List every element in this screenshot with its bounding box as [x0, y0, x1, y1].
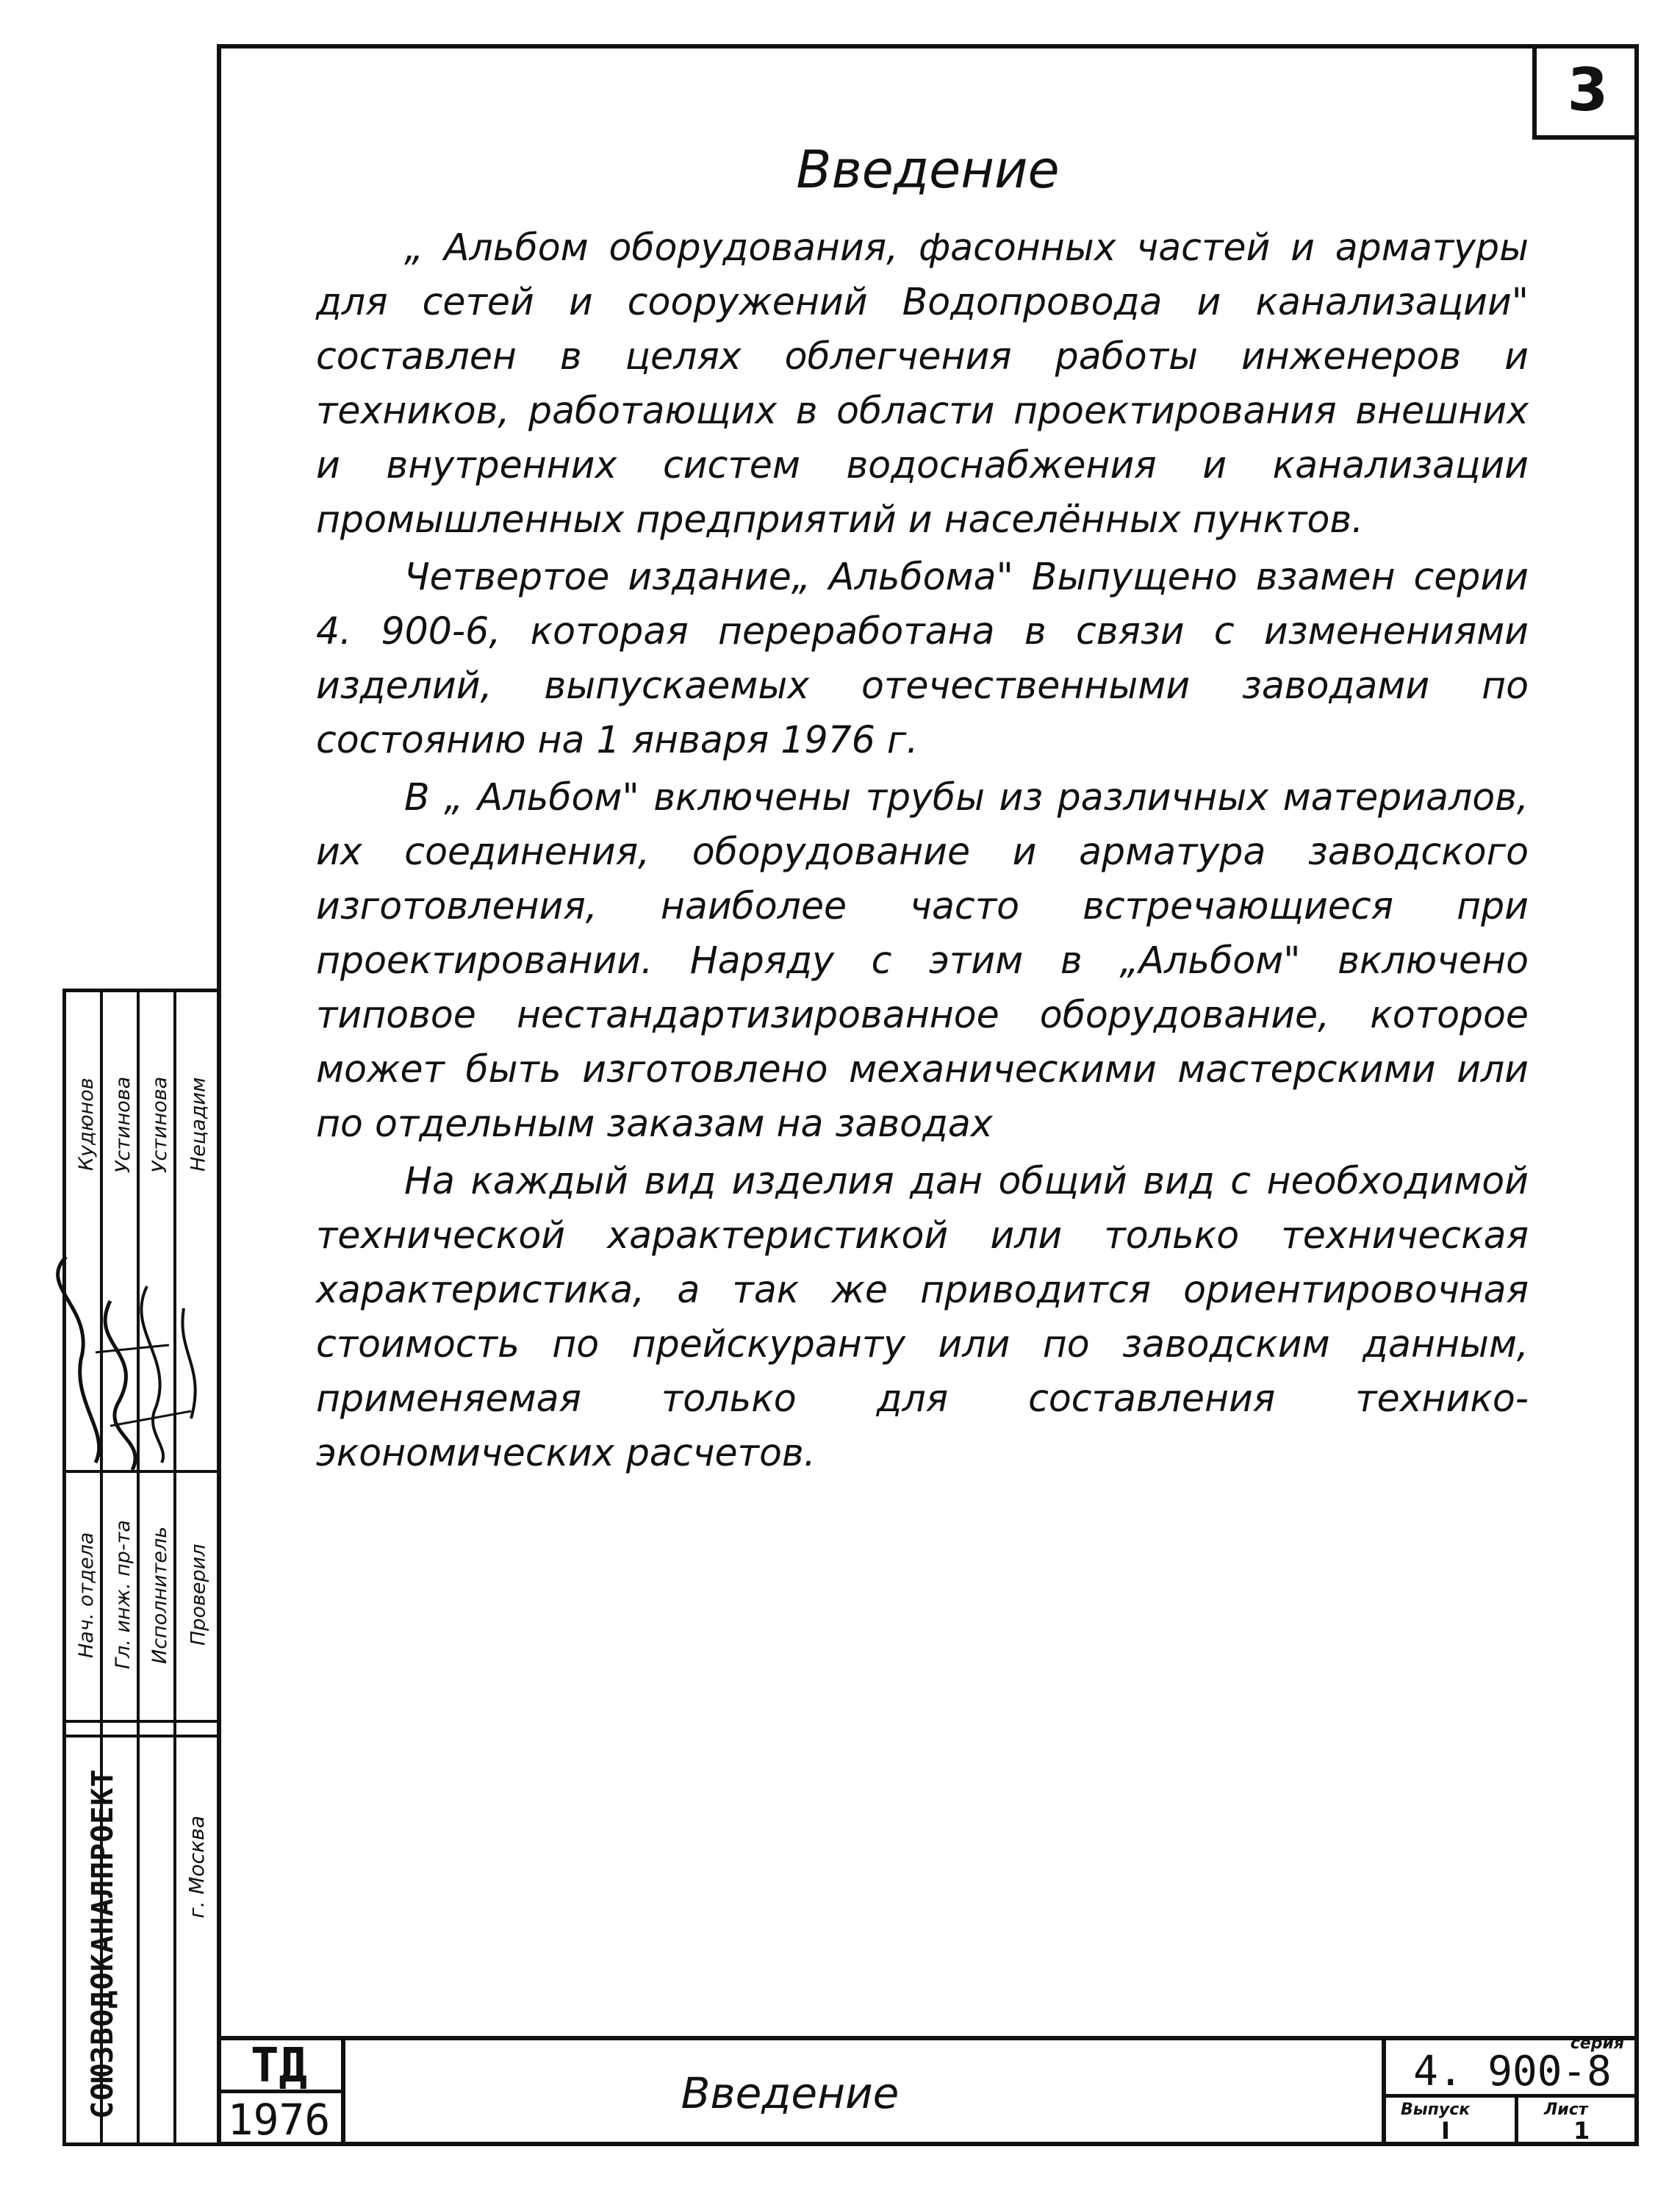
stamp-organization: СОЮЗВОДОКАНАЛПРОЕКТ — [86, 1768, 120, 2120]
stamp-divider — [66, 1735, 176, 1738]
stamp-role-1: Нач. отдела — [75, 1532, 98, 1658]
stamp-name-2: Устинова — [112, 1076, 134, 1173]
issue-label: Выпуск — [1401, 2101, 1471, 2119]
paragraph-3: В „ Альбом" включены трубы из различных материалов, их соединения, оборудование и арматура заводского изготовления, наиболее часто встречающиеся при проектировании. Наряду с этим в „Альбом" включено типовое нестандартизированное оборудование, которое может быть изготовлено механическими мастерскими или по отдельным заказам на заводах — [316, 775, 1529, 1145]
paragraph-4: На каждый вид изделия дан общий вид с необходимой технической характеристикой или только техническая характеристика, а так же приводится ориентировочная стоимость по прейскуранту или по заводским данным, применяемая только для составления технико-экономических расчетов. — [316, 1159, 1529, 1474]
sheet-value: 1 — [1573, 2117, 1590, 2145]
stamp-name-3: Устинова — [148, 1076, 171, 1173]
stamp-city: г. Москва — [184, 1815, 209, 1918]
issue-value: I — [1441, 2117, 1450, 2145]
title-block-name: Введение — [681, 2068, 900, 2118]
paragraph-1: „ Альбом оборудования, фасонных частей и арматуры для сетей и сооружений Водопровода и канализации" составлен в целях облегчения работы инженеров и техников, работающих в области проектирования внешних и внутренних систем водоснабжения и канализации промышленных предприятий и населённых пунктов. — [316, 226, 1529, 541]
title-block-left — [217, 2040, 345, 2146]
signatures — [22, 1242, 228, 1477]
body-text — [316, 220, 1529, 1483]
page-title: Введение — [796, 140, 1060, 200]
sheet-label: Лист — [1544, 2101, 1588, 2119]
document-year: 1976 — [227, 2095, 331, 2145]
series-number: 4. 900-8 — [1386, 2046, 1639, 2098]
sheet-number: 3 — [1532, 44, 1639, 140]
title-block-right — [1382, 2034, 1639, 2146]
stamp-name-4: Нецадим — [187, 1077, 210, 1172]
document-code: ТД — [217, 2040, 341, 2093]
title-block — [217, 2036, 1639, 2146]
stamp-role-4: Проверил — [187, 1543, 210, 1646]
stamp-role-2: Гл. инж. пр-та — [112, 1520, 134, 1670]
approval-stamp — [62, 989, 220, 2146]
paragraph-2: Четвертое издание„ Альбома" Выпущено взамен серии 4. 900-6, которая переработана в связи с изменениями изделий, выпускаемых отечественными заводами по состоянию на 1 января 1976 г. — [316, 555, 1529, 761]
stamp-divider — [66, 1720, 217, 1723]
series-label: серия — [1570, 2034, 1624, 2053]
stamp-role-3: Исполнитель — [148, 1526, 171, 1664]
title-block-divider — [1515, 2098, 1518, 2146]
stamp-name-1: Кудюнов — [75, 1077, 98, 1172]
